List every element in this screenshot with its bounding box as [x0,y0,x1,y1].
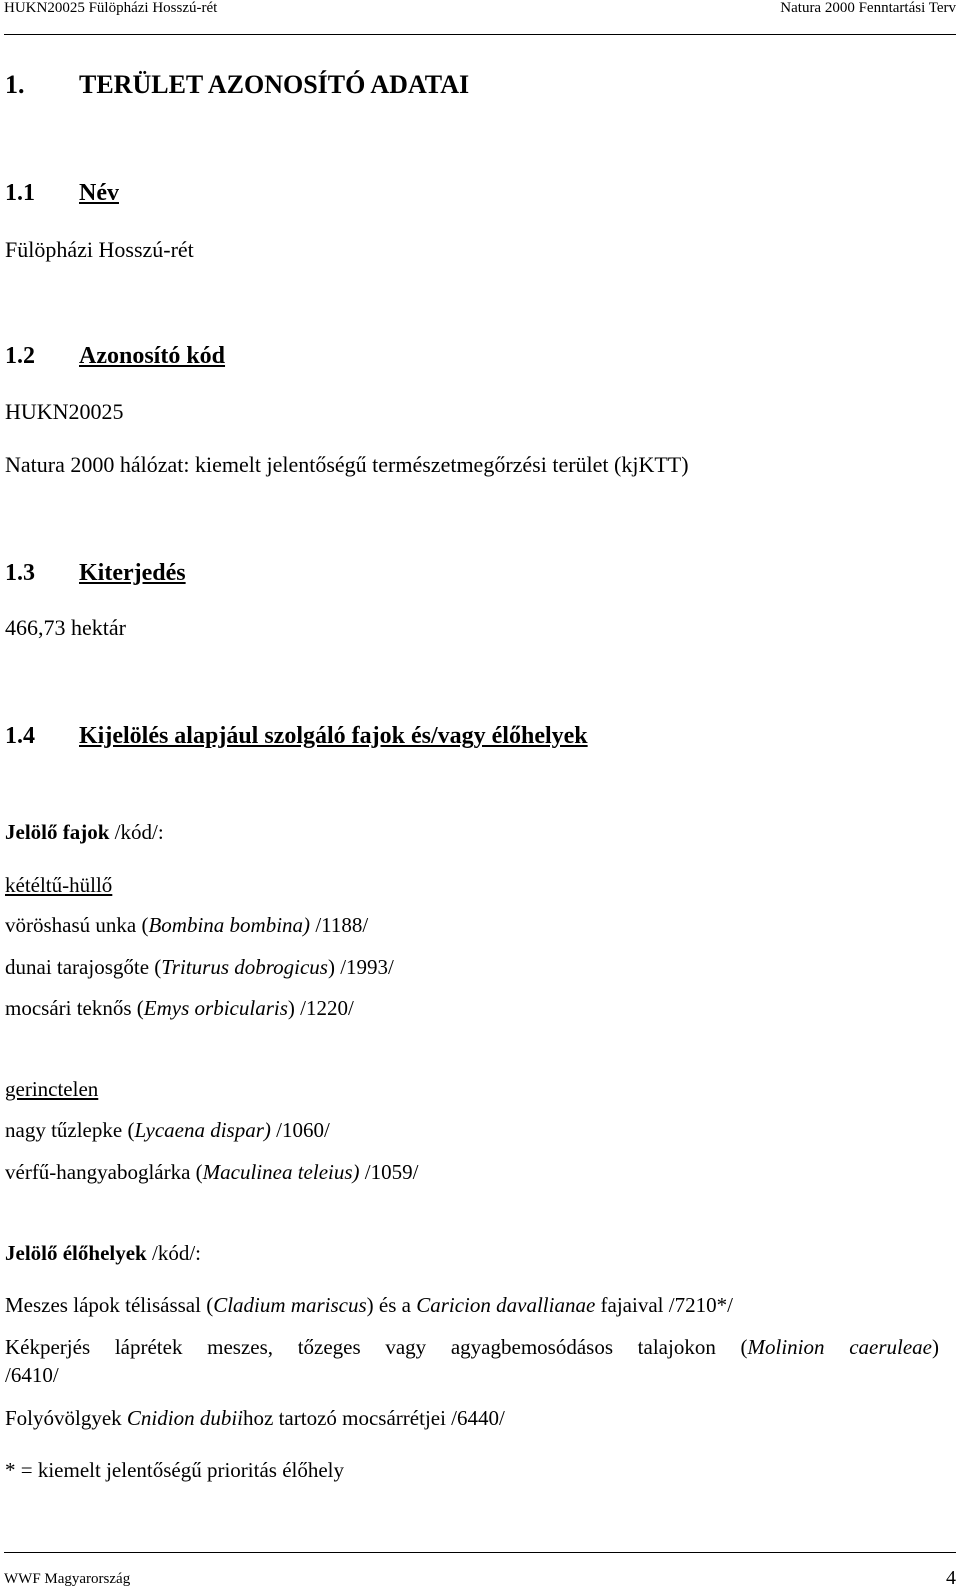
species-heading-label: Jelölő fajok [5,820,110,844]
header-right-text: Natura 2000 Fenntartási Terv [780,0,956,16]
habitat-text: Kékperjés láprétek meszes, tőzeges vagy agyagbemosódásos talajokon ( [5,1335,748,1359]
habitats-heading-code: /kód/: [146,1241,201,1265]
section-1-1-number: 1.1 [5,180,35,206]
habitats-heading-label: Jelölő élőhelyek [5,1241,147,1265]
site-name: Fülöpházi Hosszú-rét [5,237,194,262]
habitat-item [5,1406,505,1431]
habitat-code: /6410/ [5,1363,59,1387]
site-code: HUKN20025 [5,399,124,424]
habitat-text: Folyóvölgyek [5,1406,127,1430]
section-1-4-title: Kijelölés alapjául szolgáló fajok és/vagy élőhelyek [79,723,588,749]
habitat-text: Meszes lápok télisással ( [5,1293,214,1317]
section-1-4-heading [5,723,588,750]
section-1-3-heading [5,560,186,587]
species-latin-name: Bombina bombina) [148,913,311,937]
section-1-3-number: 1.3 [5,560,35,586]
species-item [5,955,394,980]
species-heading-code: /kód/: [109,820,164,844]
species-common-name: mocsári teknős ( [5,996,144,1020]
section-1-number: 1. [5,70,25,99]
habitat-latin-name: Caricion davallianae [416,1293,596,1317]
species-code: ) /1993/ [327,955,394,979]
species-common-name: dunai tarajosgőte ( [5,955,162,979]
habitat-latin-name: Cnidion dubii [126,1406,244,1430]
section-1-heading [5,70,469,100]
page-header [4,0,956,35]
priority-note: * = kiemelt jelentőségű prioritás élőhely [5,1458,345,1482]
species-common-name: nagy tűzlepke ( [5,1118,135,1142]
species-heading [5,820,164,845]
species-group-invertebrate: gerinctelen [5,1077,99,1101]
section-1-3-title: Kiterjedés [79,560,186,586]
section-1-1-heading [5,180,119,207]
habitat-text: ) [932,1335,939,1359]
species-latin-name: Lycaena dispar) [134,1118,271,1142]
species-common-name: vérfű-hangyaboglárka ( [5,1160,203,1184]
section-1-2-title: Azonosító kód [79,343,226,369]
species-latin-name: Maculinea teleius) [202,1160,360,1184]
footer-organization: WWF Magyarország [4,1571,131,1587]
site-area: 466,73 hektár [5,615,126,640]
species-common-name: vöröshasú unka ( [5,913,149,937]
section-1-2-number: 1.2 [5,343,35,369]
species-code: ) /1220/ [287,996,354,1020]
habitat-text: hoz tartozó mocsárrétjei /6440/ [243,1406,505,1430]
habitat-latin-name: Cladium mariscus [213,1293,367,1317]
species-item [5,1118,330,1143]
header-left-text: HUKN20025 Fülöpházi Hosszú-rét [4,0,218,16]
species-group-amphibian-reptile: kétéltű-hüllő [5,873,113,897]
species-latin-name: Triturus dobrogicus [161,955,328,979]
page-number: 4 [946,1567,956,1589]
section-1-title: TERÜLET AZONOSÍTÓ ADATAI [79,70,470,99]
section-1-1-title: Név [79,180,119,206]
species-code: /1059/ [359,1160,419,1184]
species-item [5,913,368,938]
species-item [5,996,354,1021]
network-status: Natura 2000 hálózat: kiemelt jelentőségű természetmegőrzési terület (kjKTT) [5,452,689,477]
section-1-2-heading [5,343,225,370]
habitat-text: ) és a [366,1293,417,1317]
habitats-heading [5,1241,201,1266]
species-item [5,1160,418,1185]
species-code: /1188/ [310,913,369,937]
section-1-4-number: 1.4 [5,723,35,749]
habitat-code: fajaival /7210*/ [595,1293,733,1317]
species-code: /1060/ [270,1118,330,1142]
habitat-item [5,1335,939,1360]
species-latin-name: Emys orbicularis [143,996,288,1020]
habitat-latin-name: Molinion caeruleae [747,1335,932,1359]
page-footer [4,1552,956,1594]
habitat-item [5,1293,733,1318]
